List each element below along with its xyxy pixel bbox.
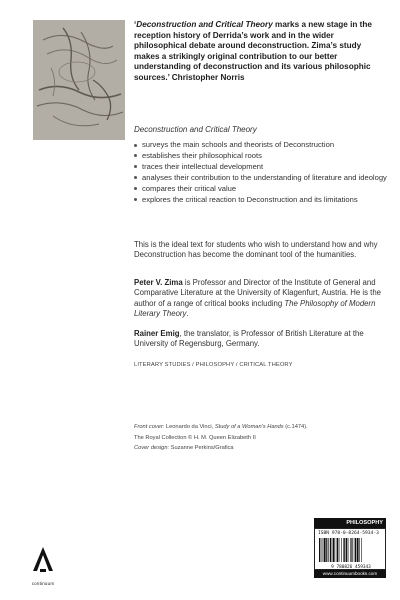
barcode-bar xyxy=(343,538,344,562)
barcode-bar xyxy=(328,538,329,562)
barcode-bar xyxy=(326,538,327,562)
isbn-number: ISBN 978-0-8264-5934-3 xyxy=(318,531,379,536)
barcode-bar xyxy=(351,538,352,562)
barcode-bar xyxy=(348,538,349,562)
barcode-bar xyxy=(333,538,335,562)
barcode-bar xyxy=(361,538,362,562)
barcode-bar xyxy=(359,538,360,562)
feature-list xyxy=(134,140,388,205)
translator-bio xyxy=(134,329,388,350)
list-item: traces their intellectual development xyxy=(134,162,388,172)
barcode-bar xyxy=(324,538,326,562)
author-bio-text: is Professor and Director of the Institute of General and Comparative Literature at the University of Klagenfurt, Austria. He is the author of a range of critical books including xyxy=(134,278,382,308)
barcode-bar xyxy=(357,538,359,562)
barcode-bar xyxy=(344,538,345,562)
publisher-logo xyxy=(27,545,59,585)
quote-body: marks a new stage in the reception history of Derrida’s work and in the wider philosophical debate around deconstruction. Zima’s study makes a strikingly original contribution to our better understanding of deconstruction and its various philosophic sources.’ Christopher Norris xyxy=(134,20,372,82)
barcode-bar xyxy=(354,538,355,562)
subject-label: PHILOSOPHY xyxy=(314,518,386,528)
cover-design-credit xyxy=(134,443,386,454)
cover-design-label: Cover design: xyxy=(134,445,170,451)
series-title: Deconstruction and Critical Theory xyxy=(134,125,257,134)
barcode-bar xyxy=(339,538,340,562)
publisher-name: continuum xyxy=(31,581,55,586)
barcode-bar xyxy=(319,538,320,562)
subject-categories: LITERARY STUDIES / PHILOSOPHY / CRITICAL THEORY xyxy=(134,362,293,368)
continuum-logo-icon xyxy=(31,545,55,575)
author-bio-end: . xyxy=(186,309,189,319)
review-quote xyxy=(134,20,386,84)
front-cover-label: Front cover: xyxy=(134,424,165,430)
quote-open: ‘ xyxy=(134,20,137,29)
front-cover-credit xyxy=(134,422,386,433)
barcode-bar xyxy=(350,538,351,562)
royal-collection-credit: The Royal Collection © H. M. Queen Elizabeth II xyxy=(134,434,256,441)
list-item: explores the critical reaction to Deconstruction and its limitations xyxy=(134,195,388,205)
cover-credits xyxy=(134,422,386,454)
barcode-bar xyxy=(337,538,338,562)
barcode-bar xyxy=(330,538,331,562)
list-item: compares their critical value xyxy=(134,184,388,194)
barcode-icon xyxy=(318,538,384,569)
barcode-bar xyxy=(323,538,324,562)
list-item: analyses their contribution to the understanding of literature and ideology xyxy=(134,173,388,183)
cover-image xyxy=(33,20,125,140)
translator-bio-text: , the translator, is Professor of British Literature at the University of Regensburg, Germany. xyxy=(134,329,364,349)
author-name: Peter V. Zima xyxy=(134,278,183,287)
author-bio xyxy=(134,278,388,320)
list-item: establishes their philosophical roots xyxy=(134,151,388,161)
list-item: surveys the main schools and theorists of Deconstruction xyxy=(134,140,388,150)
barcode-bar xyxy=(336,538,337,562)
barcode-bar xyxy=(355,538,356,562)
front-cover-artist: Leonardo da Vinci, xyxy=(164,424,215,430)
front-cover-work: Study of a Woman’s Hands xyxy=(214,424,284,430)
front-cover-date: (c.1474). xyxy=(283,424,308,430)
publisher-website: www.continuumbooks.com xyxy=(314,570,386,578)
barcode-bar xyxy=(332,538,333,562)
barcode-box xyxy=(314,528,386,570)
quote-book-title: Deconstruction and Critical Theory xyxy=(136,20,273,29)
barcode-bar xyxy=(341,538,342,562)
hand-sketch-icon xyxy=(33,20,125,140)
author-book-title: The Philosophy of Modern Literary Theory xyxy=(134,298,376,319)
translator-name: Rainer Emig xyxy=(134,329,180,338)
barcode-bar xyxy=(346,538,347,562)
barcode-bar xyxy=(321,538,322,562)
barcode-digits: 9 780826 459343 xyxy=(331,565,371,569)
cover-design-name: Suzanne Perkins/Grafica xyxy=(169,445,234,451)
ideal-text-paragraph: This is the ideal text for students who wish to understand how and why Deconstruction has become the dominant tool of the humanities. xyxy=(134,240,378,260)
